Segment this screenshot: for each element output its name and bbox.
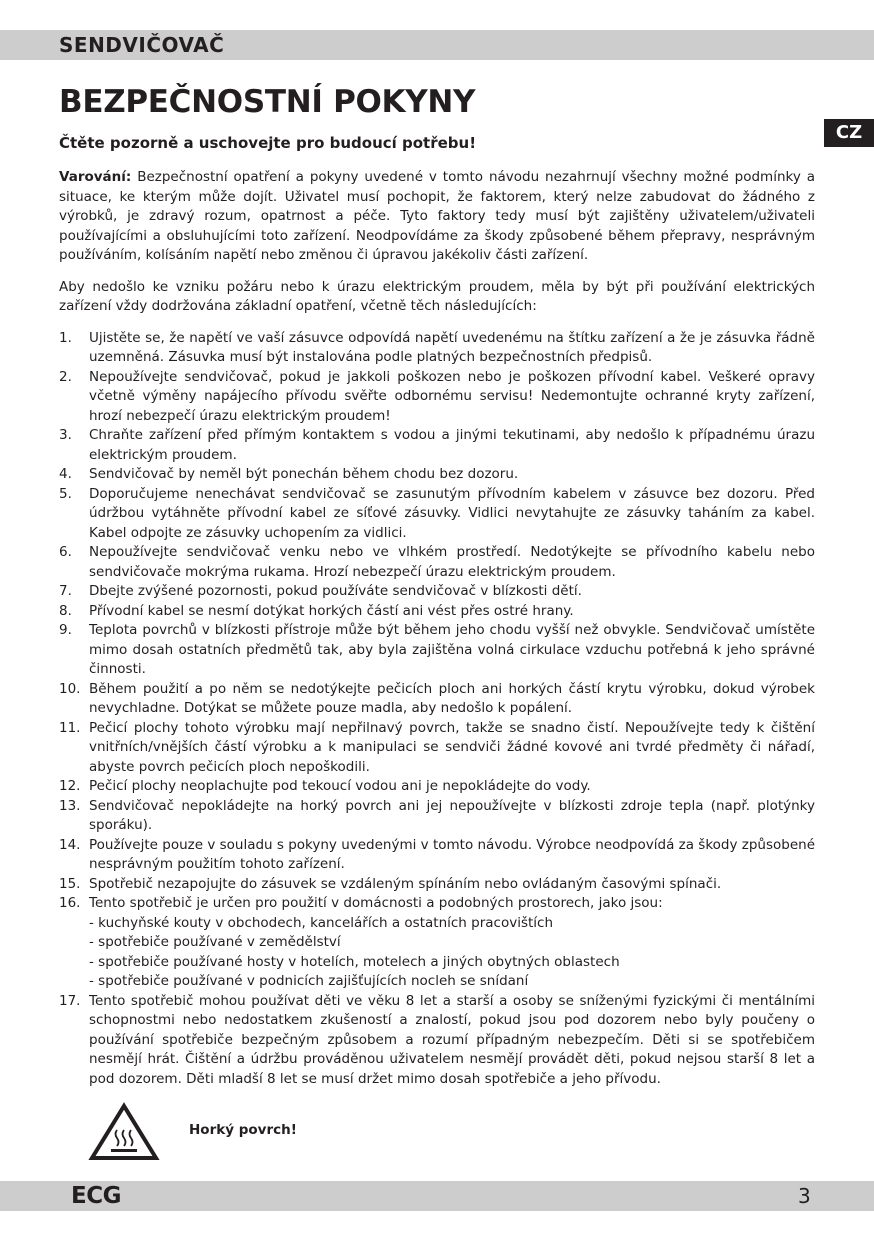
rule-item <box>59 582 815 602</box>
rule-number: 13. <box>59 797 81 814</box>
intro-paragraph: Aby nedošlo ke vzniku požáru nebo k úrazu elektrickým proudem, měla by být při používání elektrických zařízení vždy dodržována základní opatření, včetně těch následujících: <box>59 278 815 314</box>
rule-text: Přívodní kabel se nesmí dotýkat horkých částí ani vést přes ostré hrany. <box>89 602 574 619</box>
rule-item <box>59 875 815 895</box>
safety-rules-list <box>59 329 815 1090</box>
warning-paragraph <box>59 168 815 266</box>
safety-content <box>59 168 815 1089</box>
rule-text: Teplota povrchů v blízkosti přístroje může být během jeho chodu vyšší než obvykle. Sendvičovač umístěte mimo dosah ostatních předmětů tak, aby byla zajištěna volná cirkulace vzduchu potřebná k jeho správné činnosti. <box>89 622 815 677</box>
rule-item <box>59 894 815 992</box>
rule-number: 14. <box>59 836 81 853</box>
rule-text: Chraňte zařízení před přímým kontaktem s vodou a jinými tekutinami, aby nedošlo k případnému úrazu elektrickým proudem. <box>89 427 815 463</box>
rule-text: Spotřebič nezapojujte do zásuvek se vzdáleným spínáním nebo ovládaným časovými spínači. <box>89 875 722 892</box>
page-title: BEZPEČNOSTNÍ POKYNY <box>59 84 476 120</box>
rule-subitem: - spotřebiče používané hosty v hotelích, motelech a jiných obytných oblastech <box>89 953 620 970</box>
rule-item <box>59 680 815 719</box>
page-subtitle: Čtěte pozorně a uschovejte pro budoucí potřebu! <box>59 134 477 152</box>
rule-number: 4. <box>59 466 72 482</box>
rule-item <box>59 465 815 485</box>
rule-number: 5. <box>59 485 72 502</box>
rule-number: 3. <box>59 427 72 443</box>
rule-number: 17. <box>59 992 81 1009</box>
rule-item <box>59 426 815 465</box>
rule-number: 10. <box>59 680 81 697</box>
rule-text: Během použití a po něm se nedotýkejte pečicích ploch ani horkých částí krytu výrobku, dokud výrobek nevychladne. Dotýkat se můžete pouze madla, aby nedošlo k popálení. <box>89 680 815 716</box>
rule-subitem: - spotřebiče používané v podnicích zajišťujících nocleh se snídaní <box>89 973 529 989</box>
rule-item <box>59 777 815 797</box>
warning-label: Varování: <box>59 169 132 185</box>
rule-item <box>59 602 815 622</box>
rule-number: 12. <box>59 778 81 794</box>
rule-subitem: - spotřebiče používané v zemědělství <box>89 934 341 950</box>
rule-item <box>59 719 815 778</box>
rule-number: 15. <box>59 875 81 892</box>
hot-surface-label: Horký povrch! <box>189 1122 297 1138</box>
page-number: 3 <box>798 1184 811 1208</box>
rule-item <box>59 836 815 875</box>
rule-text: Sendvičovač nepokládejte na horký povrch ani jej nepoužívejte v blízkosti zdroje tepla (např. plotýnky sporáku). <box>89 797 815 833</box>
rule-item <box>59 797 815 836</box>
rule-number: 2. <box>59 368 72 385</box>
rule-text: Pečicí plochy neoplachujte pod tekoucí vodou ani je nepokládejte do vody. <box>89 778 591 794</box>
rule-number: 9. <box>59 622 72 638</box>
product-header: SENDVIČOVAČ <box>59 33 225 57</box>
hot-surface-warning-icon <box>88 1102 160 1162</box>
rule-text: Sendvičovač by neměl být ponechán během chodu bez dozoru. <box>89 466 519 482</box>
rule-number: 11. <box>59 719 81 736</box>
hot-surface-warning <box>88 1102 348 1164</box>
rule-item <box>59 485 815 544</box>
rule-text: Dbejte zvýšené pozornosti, pokud používáte sendvičovač v blízkosti dětí. <box>89 583 582 599</box>
rule-number: 16. <box>59 895 81 911</box>
rule-number: 1. <box>59 329 72 346</box>
rule-item <box>59 368 815 427</box>
rule-text: Nepoužívejte sendvičovač venku nebo ve vlhkém prostředí. Nedotýkejte se přívodního kabelu nebo sendvičovače mokrýma rukama. Hrozí nebezpečí úrazu elektrickým proudem. <box>89 544 815 580</box>
rule-number: 7. <box>59 583 72 599</box>
rule-number: 8. <box>59 602 72 619</box>
rule-subitem: - kuchyňské kouty v obchodech, kancelářích a ostatních pracovištích <box>89 914 554 931</box>
rule-item <box>59 329 815 368</box>
warning-text: Bezpečnostní opatření a pokyny uvedené v tomto návodu nezahrnují všechny možné podmínky a situace, ke kterým může dojít. Uživatel musí pochopit, že faktorem, který nelze zabudovat do žádného z výrobků, je zdravý rozum, opatrnost a péče. Tyto faktory tedy musí být zajištěny uživatelem/uživateli používajícími a obsluhujícími toto zařízení. Neodpovídáme za škody způsobené během přepravy, nesprávným používáním, kolísáním napětí nebo změnou či úpravou jakékoliv části zařízení. <box>59 169 815 263</box>
footer-bar <box>0 1181 874 1211</box>
rule-number: 6. <box>59 544 72 560</box>
rule-text: Doporučujeme nenechávat sendvičovač se zasunutým přívodním kabelem v zásuvce bez dozoru. Před údržbou vytáhněte přívodní kabel ze síťové zásuvky. Vidlici nevytahujte ze zásuvky taháním za kabel. Kabel odpojte ze zásuvky uchopením za vidlici. <box>89 485 815 541</box>
ecg-logo: ECG <box>71 1183 121 1209</box>
rule-text: Pečicí plochy tohoto výrobku mají nepřilnavý povrch, takže se snadno čistí. Nepoužívejte tedy k čištění vnitřních/vnějších částí výrobku a k manipulaci se sendviči žádné kovové ani tvrdé předměty či nářadí, abyste povrch pečicích ploch nepoškodili. <box>89 719 815 775</box>
language-tab[interactable]: CZ <box>824 119 874 147</box>
rule-item <box>59 621 815 680</box>
rule-text: Tento spotřebič mohou používat děti ve věku 8 let a starší a osoby se sníženými fyzickými či mentálními schopnostmi nebo nedostatkem zkušeností a znalostí, pokud jsou pod dozorem nebo byly poučeny o používání spotřebiče bezpečným způsobem a rozumí případným nebezpečím. Děti si se spotřebičem nesmějí hrát. Čištění a údržbu prováděnou uživatelem nesmějí provádět děti, pokud nejsou starší 8 let a pod dozorem. Děti mladší 8 let se musí držet mimo dosah spotřebiče a jeho přívodu. <box>89 992 815 1087</box>
rule-text: Nepoužívejte sendvičovač, pokud je jakkoli poškozen nebo je poškozen přívodní kabel. Veškeré opravy včetně výměny napájecího přívodu svěřte odbornému servisu! Nedemontujte ochranné kryty zařízení, hrozí nebezpečí úrazu elektrickým proudem! <box>89 368 815 424</box>
rule-text: Ujistěte se, že napětí ve vaší zásuvce odpovídá napětí uvedenému na štítku zařízení a že je zásuvka řádně uzemněná. Zásuvka musí být instalována podle platných bezpečnostních předpisů. <box>89 329 815 365</box>
rule-item <box>59 992 815 1090</box>
rule-text: Tento spotřebič je určen pro použití v domácnosti a podobných prostorech, jako jsou: <box>89 895 663 911</box>
rule-text: Používejte pouze v souladu s pokyny uvedenými v tomto návodu. Výrobce neodpovídá za škody způsobené nesprávným použitím tohoto zařízení. <box>89 836 816 872</box>
rule-item <box>59 543 815 582</box>
